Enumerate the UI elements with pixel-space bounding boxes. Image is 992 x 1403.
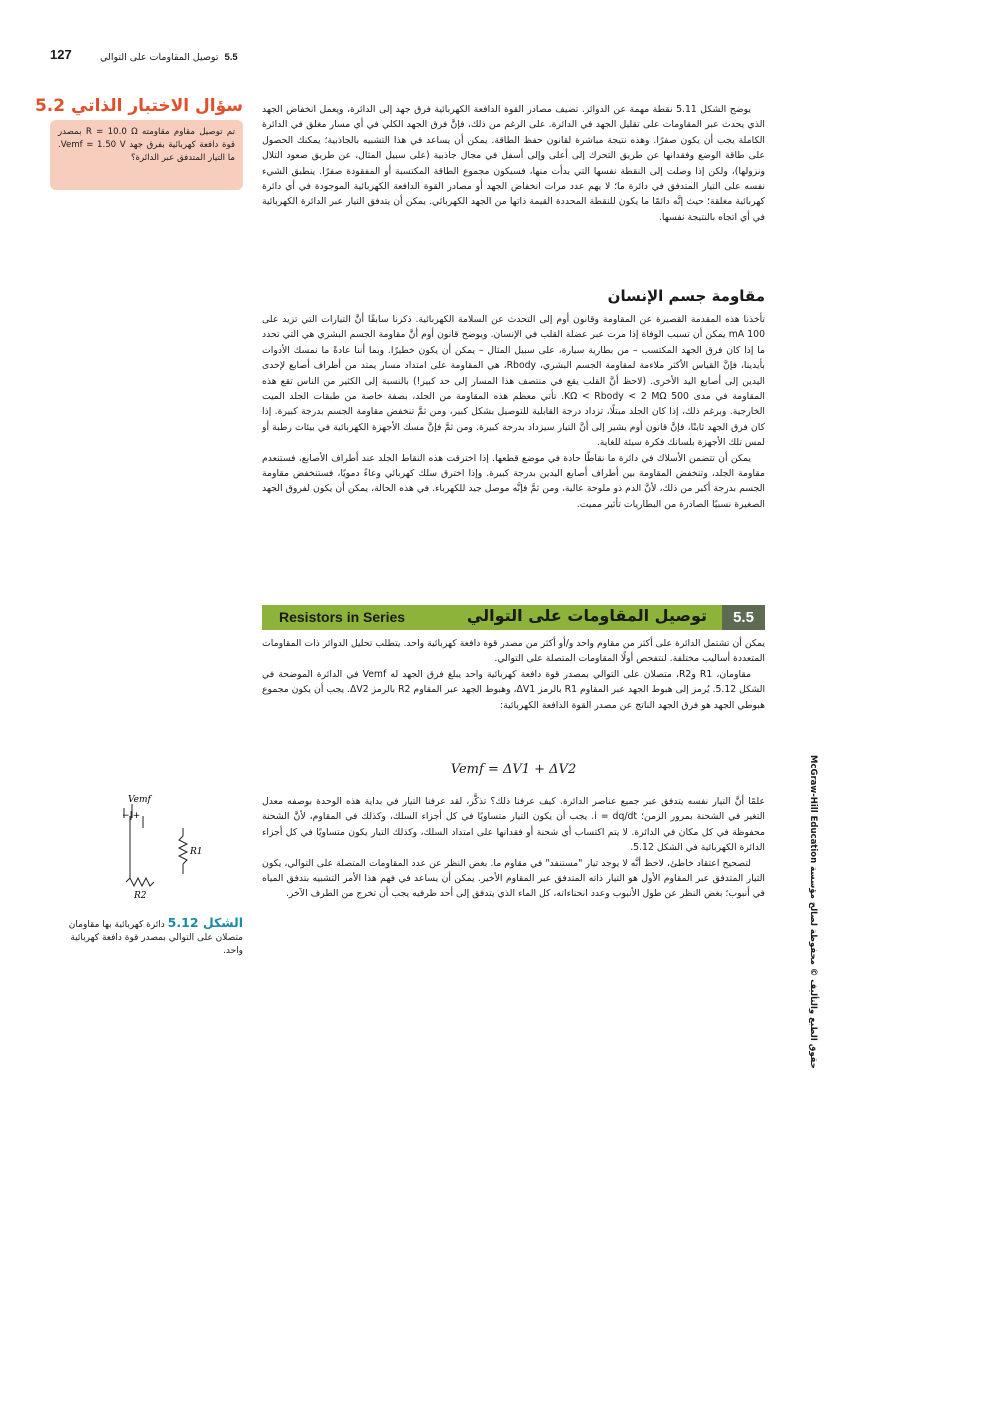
series-paragraph-3: علمًا أنَّ التيار نفسه يتدفق عبر جميع عناصر الدائرة. كيف عرفنا ذلك؟ تذكَّر، لقد عرفنا التيار في بداية هذه الوحدة بوصفه معدل التغير في الشحنة بمرور الزمن؛ i = dq/dt. يجب أن يكون التيار متساويًا في كل أجزاء السلك، وكذلك في المقاوم، لأنَّ الشحنة محفوظة في كل مكان في الدائرة. لا يتم اكتساب أي شحنة أو فقدانها على امتداد السلك، وكذلك التيار يكون متساويًا في كل أجزاء الدائرة الكهربائية في الشكل 5.12. [262, 796, 765, 854]
self-test-title: سؤال الاختبار الذاتي 5.2 [34, 96, 243, 116]
intro-section [262, 102, 765, 225]
series-paragraph-4: لتصحيح اعتقاد خاطئ، لاحظ أنَّه لا يوجد تيار "مستنفد" في مقاوم ما. بغض النظر عن عدد المقاومات المتصلة على التوالي، يكون التيار المتدفق عبر المقاوم الأول هو التيار ذاته المتدفق عبر المقاوم الأخير. يمكن أن يساعد في فهم هذا الأمر التشبيه بتدفق المياه في أنبوب؛ بغض النظر عن طول الأنبوب وعدد انحناءاته، كل الماء الذي يتدفق إلى أحد طرفيه يجب أن تخرج من الطرف الآخر. [262, 857, 765, 900]
series-section-bottom [262, 794, 765, 902]
running-title: توصيل المقاومات على التوالي [100, 52, 219, 63]
copyright-text: حقوق الطبع والتأليف © محفوظة لصالح مؤسسة McGraw-Hill Education [808, 755, 818, 1069]
resistor-r2-symbol [126, 878, 154, 886]
running-header [100, 52, 238, 63]
battery-polarity: −|+ [122, 811, 141, 821]
circuit-diagram [100, 788, 220, 906]
self-test-text: تم توصيل مقاوم مقاومته R = 10.0 Ω بمصدر قوة دافعة كهربائية بفرق جهد Vemf = 1.50 V. ما التيار المتدفق عبر الدائرة؟ [58, 127, 235, 163]
figure-caption-text: دائرة كهربائية بها مقاومان متصلان على التوالي بمصدر قوة دافعة كهربائية واحد. [68, 920, 243, 957]
banner-title-english: Resistors in Series [279, 609, 406, 625]
figure-caption-label: الشكل 5.12 [167, 915, 243, 930]
section-heading: مقاومة جسم الإنسان [607, 287, 765, 305]
copyright-notice [808, 755, 828, 1069]
label-r2: R2 [134, 891, 147, 901]
label-r1: R1 [190, 847, 203, 857]
page-number: 127 [50, 47, 72, 62]
series-section-top [262, 636, 765, 713]
banner-section-number: 5.5 [722, 605, 765, 630]
running-section-number: 5.5 [224, 52, 238, 63]
section-banner [262, 605, 765, 630]
resistor-r1-symbol [179, 836, 187, 864]
body-paragraph-1: تأخذنا هذه المقدمة القصيرة عن المقاومة وقانون أوم إلى التحدث عن السلامة الكهربائية. ذكرنا سابقًا أنَّ التيارات التي تزيد على 100 mA يمكن أن تسبب الوفاة إذا مرت عبر عضلة القلب في الإنسان. ويوضح قانون أوم أنَّ مقاومة الجسم البشري هي التي تحدد ما إذا كان فرق الجهد المكتسب – من بطارية سيارة، على سبيل المثال – يمكن أن يكون خطيرًا. وبما أننا عادةً ما نمسك الأدوات بأيدينا، فإنَّ القياس الأكثر ملاءمة لمقاومة الجسم البشري، Rbody، هي المقاومة على امتداد مسار يمتد من أطراف أصابع لإحدى اليدين إلى أصابع اليد الأخرى. (لاحظ أنَّ القلب يقع في منتصف هذا المسار إلى حد كبير!) بالنسبة إلى الكثير من الناس تقع هذه المقاومة في مدى 500 KΩ < Rbody < 2 MΩ. تأتي معظم هذه المقاومة من الجلد، بصفة خاصة من طبقات الجلد الميت الخارجية. وبرغم ذلك، إذا كان الجلد مبتلًا، تزداد درجة القابلية للتوصيل بشكل كبير، ومن ثمَّ تنخفض مقاومة الجسم بدرجة كبيرة. إذا كان فرق الجهد ثابتًا، فإنَّ قانون أوم يشير إلى أنَّ التيار سيزداد بدرجة كبيرة. ومن ثمَّ فإنَّ مسك الأجهزة الكهربائية في بيئات رطبة أو لمس تلك الأجهزة بلسانك فكرة سيئة للغاية. [262, 314, 765, 449]
equation: Vemf = ΔV1 + ΔV2 [450, 762, 577, 777]
series-paragraph-1: يمكن أن تشتمل الدائرة على أكثر من مقاوم واحد و/أو أكثر من مصدر قوة دافعة كهربائية واحد. يتطلب تحليل الدوائر ذات المقاومات المتعددة أساليب مختلفة. لنتفحص أولًا المقاومات المتصلة على التوالي. [262, 638, 765, 665]
series-paragraph-2: مقاومان، R1 وR2، متصلان على التوالي بمصدر قوة دافعة كهربائية واحد يبلغ فرق الجهد له Vemf في الدائرة الموضحة في الشكل 5.12. يُرمز إلى هبوط الجهد عبر المقاوم R1 بالرمز ΔV1، وهبوط الجهد عبر المقاوم R2 بالرمز ΔV2. يجب أن يكون مجموع هبوطي الجهد هو فرق الجهد الناتج عن مصدر القوة الدافعة الكهربائية: [262, 668, 766, 711]
body-paragraph-2: يمكن أن تتضمن الأسلاك في دائرة ما نقاطًا حادة في موضع قطعها. إذا اخترقت هذه النقاط الجلد عند أطراف الأصابع، فستنعدم مقاومة الجلد، وتنخفض المقاومة بين أطراف أصابع اليدين بدرجة كبيرة. وإذا اخترق سلك كهربائي وعاءً دمويًا، فستنخفض مقاومة الجسم بدرجة أكبر من ذلك، لأنَّ الدم ذو ملوحة عالية، ومن ثمَّ فإنَّه موصل جيد للكهرباء. في هذه الحالة، يمكن أن يكون لفروق الجهد الصغيرة نسبيًا الصادرة من البطاريات تأثير مميت. [262, 452, 765, 510]
figure-caption [50, 914, 243, 958]
label-vemf: Vemf [128, 795, 151, 805]
intro-paragraph: يوضح الشكل 5.11 نقطة مهمة عن الدوائر. تضيف مصادر القوة الدافعة الكهربائية فرق جهد إلى الدائرة، ويعمل انخفاض الجهد الذي يحدث عبر المقاومات على تقليل الجهد في الدائرة. على الرغم من ذلك، فإنَّ فرق الجهد الكلي في أي مسار مغلق في الدائرة الكاملة يجب أن يكون صفرًا. وهذه نتيجة مباشرة لقانون حفظ الطاقة. يمكن أن يساعد في هذا التشبيه بالجاذبية؛ يمكنك الحصول على طاقة الوضع وفقدانها عن طريق التحرك إلى أعلى وإلى أسفل في مجال جاذبية (على سبيل المثال، عن طريق صعود التلال ونزولها)، ولكن إذا وصلت إلى النقطة نفسها التي بدأت منها، فسيكون مجموع الطاقة المكتسبة أو المفقودة صفرًا. ينطبق الشيء نفسه على التيار المتدفق في دائرة ما؛ لا يهم عدد مرات انخفاض الجهد أو مصادر القوة الدافعة الكهربائية الموجودة في أي دائرة كهربائية مغلقة؛ حيث إنَّه دائمًا ما يكون للنقطة المحددة القيمة ذاتها من الجهد الكهربائي. يمكن أن يتدفق التيار عبر الدائرة الكهربائية في أي اتجاه بالنتيجة نفسها. [262, 104, 765, 223]
human-body-section [262, 312, 765, 512]
banner-title-arabic: توصيل المقاومات على التوالي [466, 606, 707, 625]
self-test-box [50, 120, 243, 190]
